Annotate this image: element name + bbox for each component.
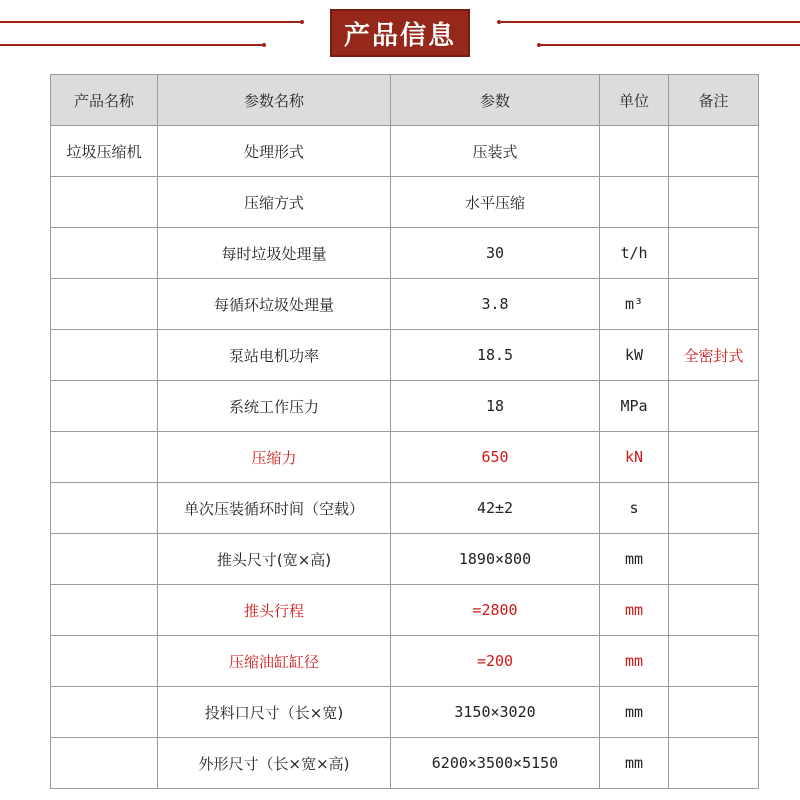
header-line-right-bottom [540,44,800,46]
cell-note [669,177,759,228]
cell-value: 6200×3500×5150 [391,738,600,789]
cell-product: 垃圾压缩机 [51,126,158,177]
cell-param: 单次压装循环时间（空载） [158,483,391,534]
cell-unit: kN [600,432,669,483]
cell-unit: mm [600,687,669,738]
cell-value: 18 [391,381,600,432]
cell-unit: mm [600,738,669,789]
header-line-left-top [0,21,300,23]
cell-note [669,636,759,687]
cell-unit [600,126,669,177]
cell-param: 每时垃圾处理量 [158,228,391,279]
cell-value: 3.8 [391,279,600,330]
cell-unit: m³ [600,279,669,330]
header-dot-right-bottom [537,43,541,47]
spec-table [50,74,759,789]
cell-unit: kW [600,330,669,381]
table-row [51,636,759,687]
cell-param: 压缩油缸缸径 [158,636,391,687]
cell-param: 推头尺寸(宽×高) [158,534,391,585]
table-row [51,432,759,483]
cell-note: 全密封式 [669,330,759,381]
cell-param: 泵站电机功率 [158,330,391,381]
table-row [51,585,759,636]
cell-product [51,738,158,789]
cell-note [669,381,759,432]
cell-param: 每循环垃圾处理量 [158,279,391,330]
table-row [51,177,759,228]
cell-product [51,687,158,738]
cell-product [51,585,158,636]
cell-param: 推头行程 [158,585,391,636]
cell-value: =2800 [391,585,600,636]
cell-product [51,483,158,534]
header-line-left-bottom [0,44,262,46]
cell-param: 投料口尺寸（长×宽) [158,687,391,738]
cell-product [51,636,158,687]
table-header-row [51,75,759,126]
cell-unit: mm [600,534,669,585]
cell-param: 压缩方式 [158,177,391,228]
cell-note [669,687,759,738]
header-banner [0,0,800,70]
cell-product [51,228,158,279]
cell-product [51,432,158,483]
column-header-unit: 单位 [600,75,669,126]
cell-unit: mm [600,585,669,636]
cell-value: 650 [391,432,600,483]
cell-product [51,177,158,228]
cell-value: 1890×800 [391,534,600,585]
column-header-param: 参数名称 [158,75,391,126]
cell-note [669,585,759,636]
cell-value: =200 [391,636,600,687]
title-box [330,9,470,57]
cell-param: 系统工作压力 [158,381,391,432]
cell-note [669,534,759,585]
table-row [51,126,759,177]
header-dot-right-top [497,20,501,24]
cell-product [51,279,158,330]
table-body [51,126,759,789]
table-row [51,330,759,381]
cell-value: 压装式 [391,126,600,177]
cell-product [51,330,158,381]
cell-value: 水平压缩 [391,177,600,228]
cell-note [669,738,759,789]
column-header-product: 产品名称 [51,75,158,126]
page-title: 产品信息 [343,20,456,51]
table-row [51,687,759,738]
cell-value: 18.5 [391,330,600,381]
cell-value: 42±2 [391,483,600,534]
cell-param: 压缩力 [158,432,391,483]
cell-unit: t/h [600,228,669,279]
table-row [51,738,759,789]
cell-value: 3150×3020 [391,687,600,738]
header-dot-left-bottom [262,43,266,47]
cell-note [669,483,759,534]
cell-unit: MPa [600,381,669,432]
cell-product [51,534,158,585]
table-row [51,381,759,432]
cell-unit: mm [600,636,669,687]
cell-value: 30 [391,228,600,279]
table-row [51,534,759,585]
cell-note [669,126,759,177]
cell-unit [600,177,669,228]
cell-note [669,279,759,330]
cell-note [669,228,759,279]
column-header-note: 备注 [669,75,759,126]
table-row [51,279,759,330]
header-line-right-top [500,21,800,23]
cell-note [669,432,759,483]
table-row [51,228,759,279]
cell-param: 外形尺寸（长×宽×高) [158,738,391,789]
cell-product [51,381,158,432]
column-header-value: 参数 [391,75,600,126]
table-row [51,483,759,534]
cell-unit: s [600,483,669,534]
header-dot-left-top [300,20,304,24]
cell-param: 处理形式 [158,126,391,177]
